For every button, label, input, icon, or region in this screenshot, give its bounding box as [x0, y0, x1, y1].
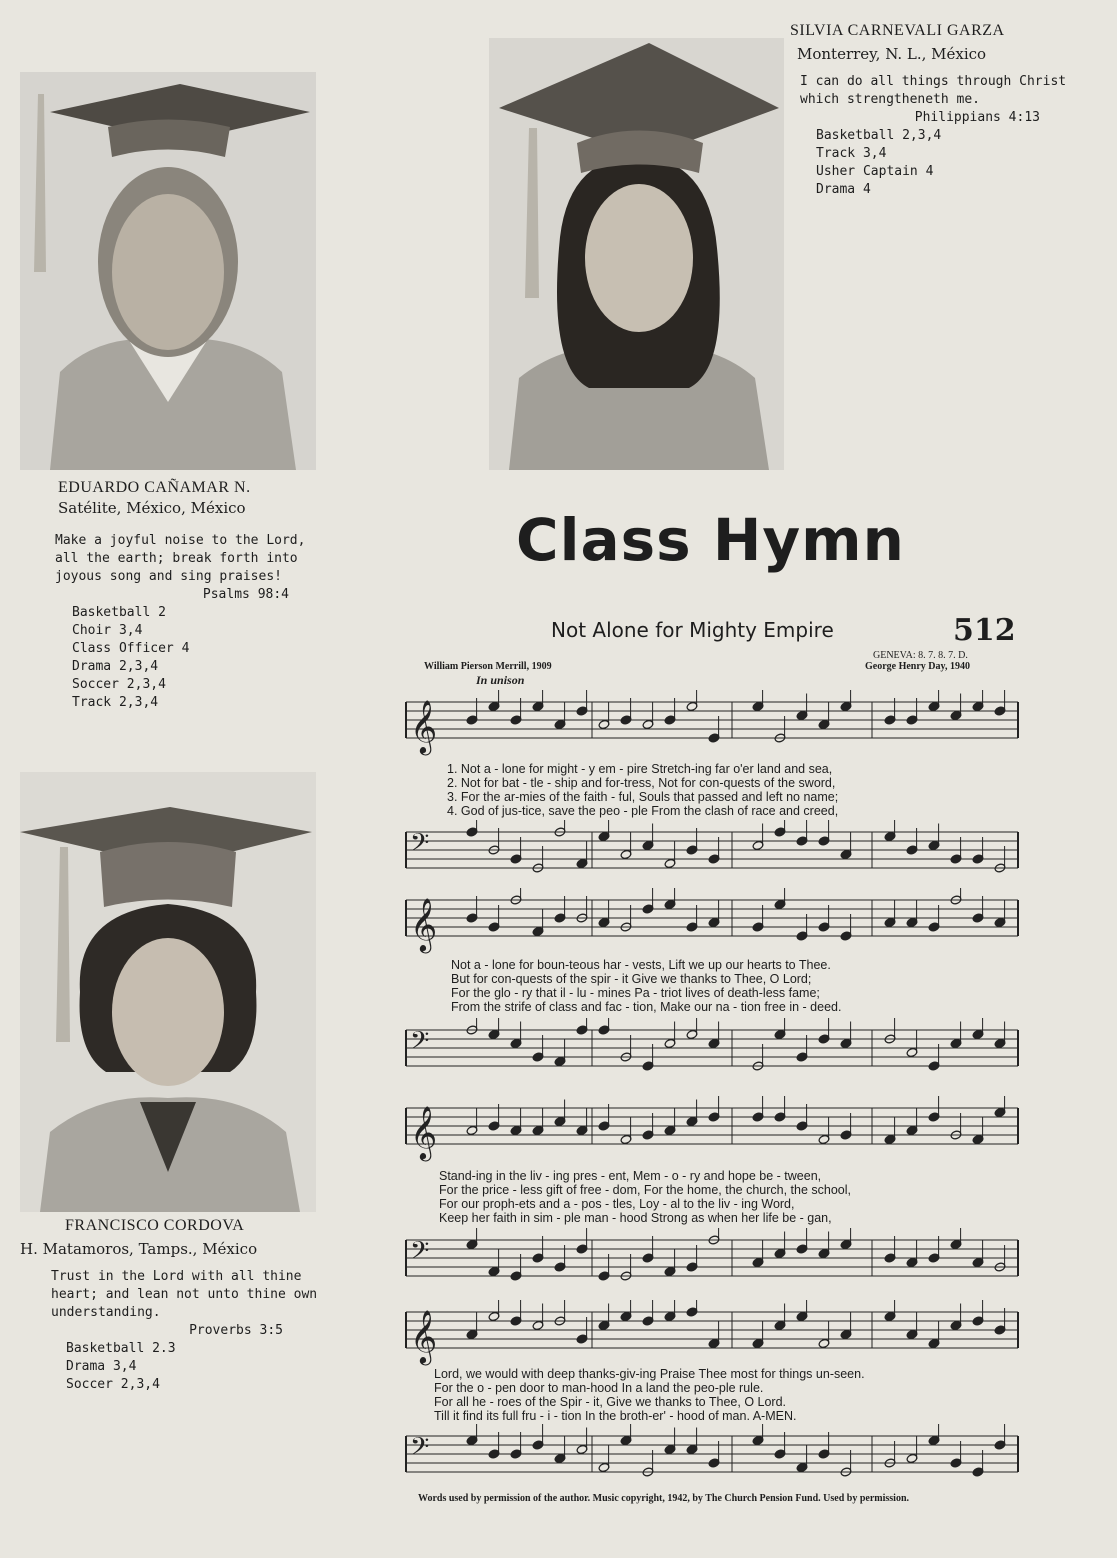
music-system-3-bass	[402, 1228, 1022, 1294]
student-verse-silvia	[800, 73, 1067, 127]
svg-text:𝄞: 𝄞	[410, 897, 438, 951]
activity-item: Track 3,4	[816, 146, 887, 161]
lyric-line: For the price - less gift of free - dom, For the home, the church, the school,	[439, 1183, 851, 1197]
verse-line: which strengtheneth me.	[800, 92, 981, 107]
lyric-line: From the strife of class and fac - tion, Make our na - tion free in - deed.	[451, 1000, 842, 1014]
hymn-composer: George Henry Day, 1940	[865, 661, 970, 672]
activity-item: Usher Captain 4	[816, 164, 934, 179]
student-city-silvia: Monterrey, N. L., México	[797, 45, 987, 63]
svg-text:𝄢: 𝄢	[410, 1026, 430, 1062]
student-name-eduardo: EDUARDO CAÑAMAR N.	[58, 479, 251, 496]
student-city-eduardo: Satélite, México, México	[58, 499, 246, 517]
lyric-line: Till it find its full fru - i - tion In the broth-er' - hood of man. A-MEN.	[434, 1409, 797, 1423]
lyric-line: Not a - lone for boun-teous har - vests, Lift we up our hearts to Thee.	[451, 958, 831, 972]
verse-line: Make a joyful noise to the Lord,	[55, 533, 306, 548]
lyric-line: For all he - roes of the Spir - it, Give we thanks to Thee, O Lord.	[434, 1395, 787, 1409]
lyric-line: For the o - pen door to man-hood In a land the peo-ple rule.	[434, 1381, 764, 1395]
lyrics-system-4	[434, 1367, 865, 1423]
svg-text:𝄞: 𝄞	[410, 699, 438, 753]
music-system-4-bass	[402, 1424, 1022, 1490]
student-activities-francisco	[66, 1340, 176, 1394]
lyric-line: But for con-quests of the spir - it Give we thanks to Thee, O Lord;	[451, 972, 812, 986]
activity-item: Soccer 2,3,4	[72, 677, 166, 692]
student-city-francisco: H. Matamoros, Tamps., México	[20, 1240, 258, 1258]
portrait-photo-francisco	[20, 772, 316, 1212]
lyric-line: 3. For the ar-mies of the faith - ful, Souls that passed and left no name;	[447, 790, 839, 804]
lyrics-system-1	[447, 762, 838, 818]
student-name-francisco: FRANCISCO CORDOVA	[65, 1217, 245, 1234]
lyric-line: Lord, we would with deep thanks-giv-ing Praise Thee most for things un-seen.	[434, 1367, 865, 1381]
activity-item: Soccer 2,3,4	[66, 1377, 160, 1392]
lyric-line: 4. God of jus-tice, save the peo - ple From the clash of race and creed,	[447, 804, 839, 818]
verse-reference: Philippians 4:13	[914, 110, 1040, 125]
student-activities-silvia	[816, 127, 941, 199]
hymn-tune: GENEVA: 8. 7. 8. 7. D.	[873, 650, 968, 661]
music-system-1-bass	[402, 820, 1022, 886]
tempo-instruction: In unison	[476, 673, 525, 687]
student-verse-eduardo	[55, 532, 306, 604]
activity-item: Drama 3,4	[66, 1359, 137, 1374]
svg-text:𝄢: 𝄢	[410, 828, 430, 864]
activity-item: Class Officer 4	[72, 641, 190, 656]
activity-item: Basketball 2,3,4	[816, 128, 942, 143]
activity-item: Basketball 2	[72, 605, 166, 620]
music-system-3-treble	[402, 1096, 1022, 1164]
lyric-line: 2. Not for bat - tle - ship and for-tress, Not for con-quests of the sword,	[447, 776, 836, 790]
hymn-number: 512	[953, 613, 1016, 648]
activity-item: Choir 3,4	[72, 623, 143, 638]
activity-item: Drama 4	[816, 182, 871, 197]
lyrics-system-3	[439, 1169, 851, 1225]
music-system-1-treble	[402, 690, 1022, 758]
lyric-line: Keep her faith in sim - ple man - hood Strong as when her life be - gan,	[439, 1211, 832, 1225]
lyric-line: 1. Not a - lone for might - y em - pire Stretch-ing far o'er land and sea,	[447, 762, 833, 776]
verse-line: joyous song and sing praises!	[55, 569, 282, 584]
student-name-silvia: SILVIA CARNEVALI GARZA	[790, 22, 1005, 39]
portrait-photo-silvia	[489, 38, 784, 470]
music-system-4-treble	[402, 1300, 1022, 1366]
section-title: Class Hymn	[516, 506, 905, 574]
lyric-line: For our proph-ets and a - pos - tles, Loy - al to the liv - ing Word,	[439, 1197, 795, 1211]
hymn-author: William Pierson Merrill, 1909	[424, 661, 552, 672]
student-verse-francisco	[51, 1268, 318, 1340]
verse-reference: Proverbs 3:5	[189, 1323, 283, 1338]
portrait-photo-eduardo	[20, 72, 316, 470]
lyrics-system-2	[451, 958, 841, 1014]
svg-text:𝄢: 𝄢	[410, 1432, 430, 1468]
activity-item: Drama 2,3,4	[72, 659, 159, 674]
hymn-name: Not Alone for Mighty Empire	[551, 618, 834, 642]
hymn-credits: Words used by permission of the author. Music copyright, 1942, by The Church Pension Fund. Used by permission.	[418, 1493, 910, 1504]
lyric-line: For the glo - ry that il - lu - mines Pa - triot lives of death-less fame;	[451, 986, 820, 1000]
activity-item: Track 2,3,4	[72, 695, 159, 710]
student-activities-eduardo	[72, 604, 189, 712]
svg-text:𝄢: 𝄢	[410, 1236, 430, 1272]
svg-text:𝄞: 𝄞	[410, 1309, 438, 1363]
verse-line: I can do all things through Christ	[800, 74, 1067, 89]
lyric-line: Stand-ing in the liv - ing pres - ent, Mem - o - ry and hope be - tween,	[439, 1169, 822, 1183]
music-system-2-treble	[402, 888, 1022, 956]
verse-line: all the earth; break forth into	[55, 551, 298, 566]
activity-item: Basketball 2.3	[66, 1341, 176, 1356]
verse-reference: Psalms 98:4	[202, 587, 289, 602]
verse-line: Trust in the Lord with all thine	[51, 1269, 302, 1284]
verse-line: understanding.	[51, 1305, 161, 1320]
music-system-2-bass	[402, 1018, 1022, 1084]
verse-line: heart; and lean not unto thine own	[51, 1287, 318, 1302]
svg-text:𝄞: 𝄞	[410, 1105, 438, 1159]
